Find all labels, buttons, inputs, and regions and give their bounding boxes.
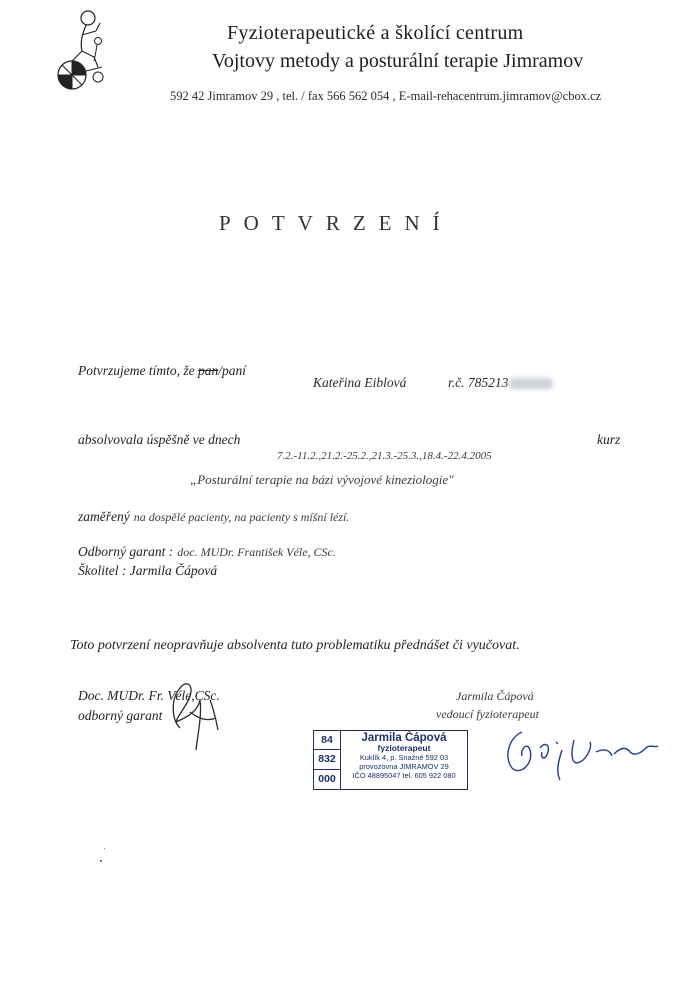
trainer-label: Školitel : (78, 563, 127, 578)
left-signature (150, 670, 230, 760)
intro-text: Potvrzujeme tímto, že (78, 363, 195, 378)
participant-name: Kateřina Eiblová (313, 375, 407, 390)
focus-line (78, 508, 349, 526)
stamp-line3: IČO 48895047 tel. 605 922 080 (352, 771, 456, 780)
pan-struck: pan (197, 363, 219, 378)
left-signer-name: Doc. MUDr. Fr. Véle,CSc. (78, 688, 220, 703)
document-title: POTVRZENÍ (219, 211, 453, 235)
focus-text: na dospělé pacienty, na pacienty s míšní lézí. (133, 510, 350, 524)
trainer-line (78, 563, 217, 579)
birth-number (448, 375, 553, 391)
clinic-logo (52, 5, 112, 91)
scan-speck (100, 860, 102, 862)
letterhead-line1: Fyzioterapeutické a školící centrum (227, 22, 524, 44)
stamp-name: Jarmila Čápová (361, 732, 447, 744)
stamp-text (342, 732, 466, 780)
left-signer-role: odborný garant (78, 708, 163, 723)
focus-label: zaměřený (78, 509, 130, 524)
scan-speck (104, 848, 105, 849)
right-signer-role: vedoucí fyzioterapeut (436, 707, 539, 721)
stamp-code-2: 832 (314, 750, 340, 769)
pani-text: /paní (218, 363, 246, 378)
guarantor-line (78, 543, 336, 561)
stamp-code-1: 84 (314, 731, 340, 750)
guarantor-name: doc. MUDr. František Véle, CSc. (177, 545, 336, 559)
right-signature (500, 718, 675, 788)
course-name: „Posturální terapie na bázi vývojové kineziologie" (190, 472, 454, 487)
guarantor-label: Odborný garant : (78, 544, 174, 559)
stamp-code-3: 000 (318, 772, 336, 785)
confirm-line (78, 363, 246, 379)
letterhead-line2: Vojtovy metody a posturální terapie Jimramov (212, 50, 584, 72)
rc-label: r.č. (448, 375, 465, 390)
redaction-blur (509, 378, 553, 389)
disclaimer: Toto potvrzení neopravňuje absolventa tuto problematiku přednášet či vyučovat. (70, 638, 520, 653)
letterhead-address: 592 42 Jimramov 29 , tel. / fax 566 562 054 , E-mail-rehacentrum.jimramov@cbox.cz (170, 89, 602, 103)
rc-value: 785213 (467, 375, 509, 390)
stamp-profession: fyzioterapeut (377, 743, 431, 753)
completed-text: absolvovala úspěšně ve dnech (78, 432, 241, 447)
stamp-line1: Kuklík 4, p. Snažné 592 03 (359, 753, 449, 762)
stamp-code (314, 731, 341, 789)
right-signer-name: Jarmila Čápová (456, 689, 534, 703)
kurz-text: kurz (597, 432, 621, 447)
course-dates: 7.2.-11.2.,21.2.-25.2.,21.3.-25.3.,18.4.-22.4.2005 (277, 450, 492, 462)
stamp-line2: provozovna JIMRAMOV 29 (359, 762, 449, 771)
trainer-name: Jarmila Čápová (129, 563, 218, 578)
practitioner-stamp (313, 730, 468, 790)
